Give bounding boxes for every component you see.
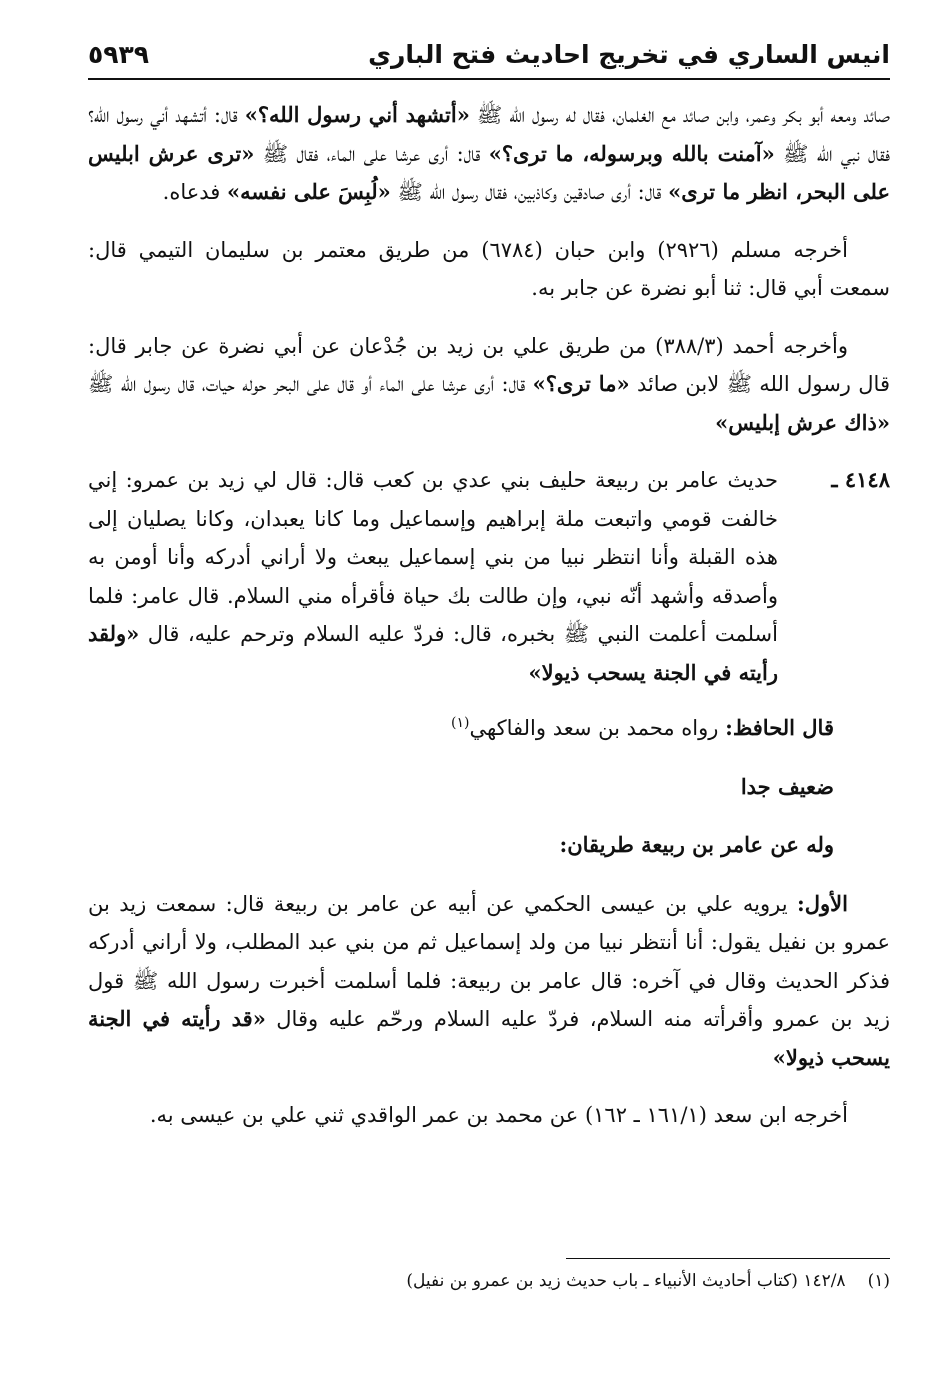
hadith-quote: «ما ترى؟» [532,371,630,396]
text-run: قال: أرى عرشا على الماء، فقال ﷺ [254,141,489,166]
hadith-quote: «لُبِسَ على نفسه» [226,179,391,204]
hadith-quote: «ترى عرش ابليس على البحر، انظر ما ترى» [88,140,890,204]
footnote-number: (١) [867,1271,890,1291]
footnote-ref: (١) [450,715,470,731]
text-run: وأخرجه أحمد (٣٨٨/٣) من طريق علي بن زيد بن جُدْعان عن أبي نضرة عن جابر قال: قال رسول الله ﷺ لابن صائد [88,333,890,396]
text-run: قال: أرى عرشا على الماء أو قال على البحر حوله حيات، قال رسول الله ﷺ [88,372,533,396]
text-run: يرويه علي بن عيسى الحكمي عن أبيه عن عامر بن ربيعة قال: سمعت زيد بن عمرو بن نفيل يقول: أنا أنتظر نبيا من ولد إسماعيل ثم من بني عبد المطلب، ولا أراني أدركه فذكر الحديث وقال في آخره: قال عامر بن ربيعة: فلما أسلمت أخبرت رسول الله ﷺ قول زيد بن عمرو وأقرأته منه السلام، فردّ عليه السلام ورحّم عليه وقال [88,891,890,1031]
page-number: ٥٩٣٩ [88,40,150,69]
grade: ضعيف جدا [740,773,834,799]
text-run: أخرجه مسلم (٢٩٢٦) وابن حبان (٦٧٨٤) من طريق معتمر بن سليمان التيمي قال: سمعت أبي قال: ثنا أبو نضرة عن جابر به. [88,237,890,300]
route-label: الأول: [797,890,848,916]
routes-heading: وله عن عامر بن ربيعة طريقان: [559,832,834,857]
footnote [88,1268,890,1294]
text-run: حديث عامر بن ربيعة حليف بني عدي بن كعب قال: قال لي زيد بن عمرو: إني خالفت قومي واتبعت ملة إبراهيم وإسماعيل وما كانا يعبدان، وكانا يصليان إلى هذه القبلة وأنا انتظر نبيا من بني إسماعيل يبعث ولا أراني أدركه وأنا أومن به وأصدقه وأشهد أنّه نبي، وإن طالت بك حياة فأقرأه مني السلام. قال عامر: فلما أسلمت أعلمت النبي ﷺ بخبره، قال: فردّ عليه السلام وترحم عليه، قال [88,468,778,646]
footnote-separator [566,1258,890,1259]
hafiz-statement [88,704,890,748]
paragraph-ibn-saad-takhrij [88,1096,890,1135]
text-run: فدعاه. [162,180,227,204]
text-run: رواه محمد بن سعد والفاكهي [469,716,726,740]
text-run: صائد ومعه أبو بكر وعمر، وابن صائد مع الغلمان، فقال له رسول الله ﷺ [469,103,890,127]
text-run: قال: أرى صادقين وكاذبين، فقال رسول الله ﷺ [390,180,669,204]
hadith-quote: «أتشهد أني رسول الله؟» [244,102,470,127]
paragraph-ahmad-takhrij [88,327,890,443]
hadith-quote: «آمنت بالله وبرسوله، ما ترى؟» [488,140,775,166]
paragraph-muslim-takhrij [88,231,890,308]
hafiz-label: قال الحافظ: [725,715,834,740]
text-run: أخرجه ابن سعد (١٦١/١ ـ ١٦٢) عن محمد بن عمر الواقدي ثني علي بن عيسى به. [149,1103,848,1127]
hadith-quote: «قد رأيته في الجنة يسحب ذيولا» [88,1006,890,1070]
paragraph-first-route [88,885,890,1078]
running-header [88,34,890,80]
hadith-entry-4148 [88,461,890,692]
paragraph-ibn-sayyad [88,96,890,212]
page-body [88,96,890,1154]
hadith-quote: «ذاك عرش إبليس» [715,409,890,435]
footnote-text: ١٤٢/٨ (كتاب أحاديث الأنبياء ـ باب حديث زيد بن عمرو بن نفيل) [406,1271,846,1291]
hadith-quote: «ولقد رأيته في الجنة يسحب ذيولا» [88,621,778,685]
book-title: انيس الساري في تخريج احاديث فتح الباري [368,40,890,69]
hadith-number: ٤١٤٨ ـ [831,467,890,492]
text-run: قال: أتشهد أني رسول الله؟ فقال نبي الله ﷺ [88,103,890,166]
